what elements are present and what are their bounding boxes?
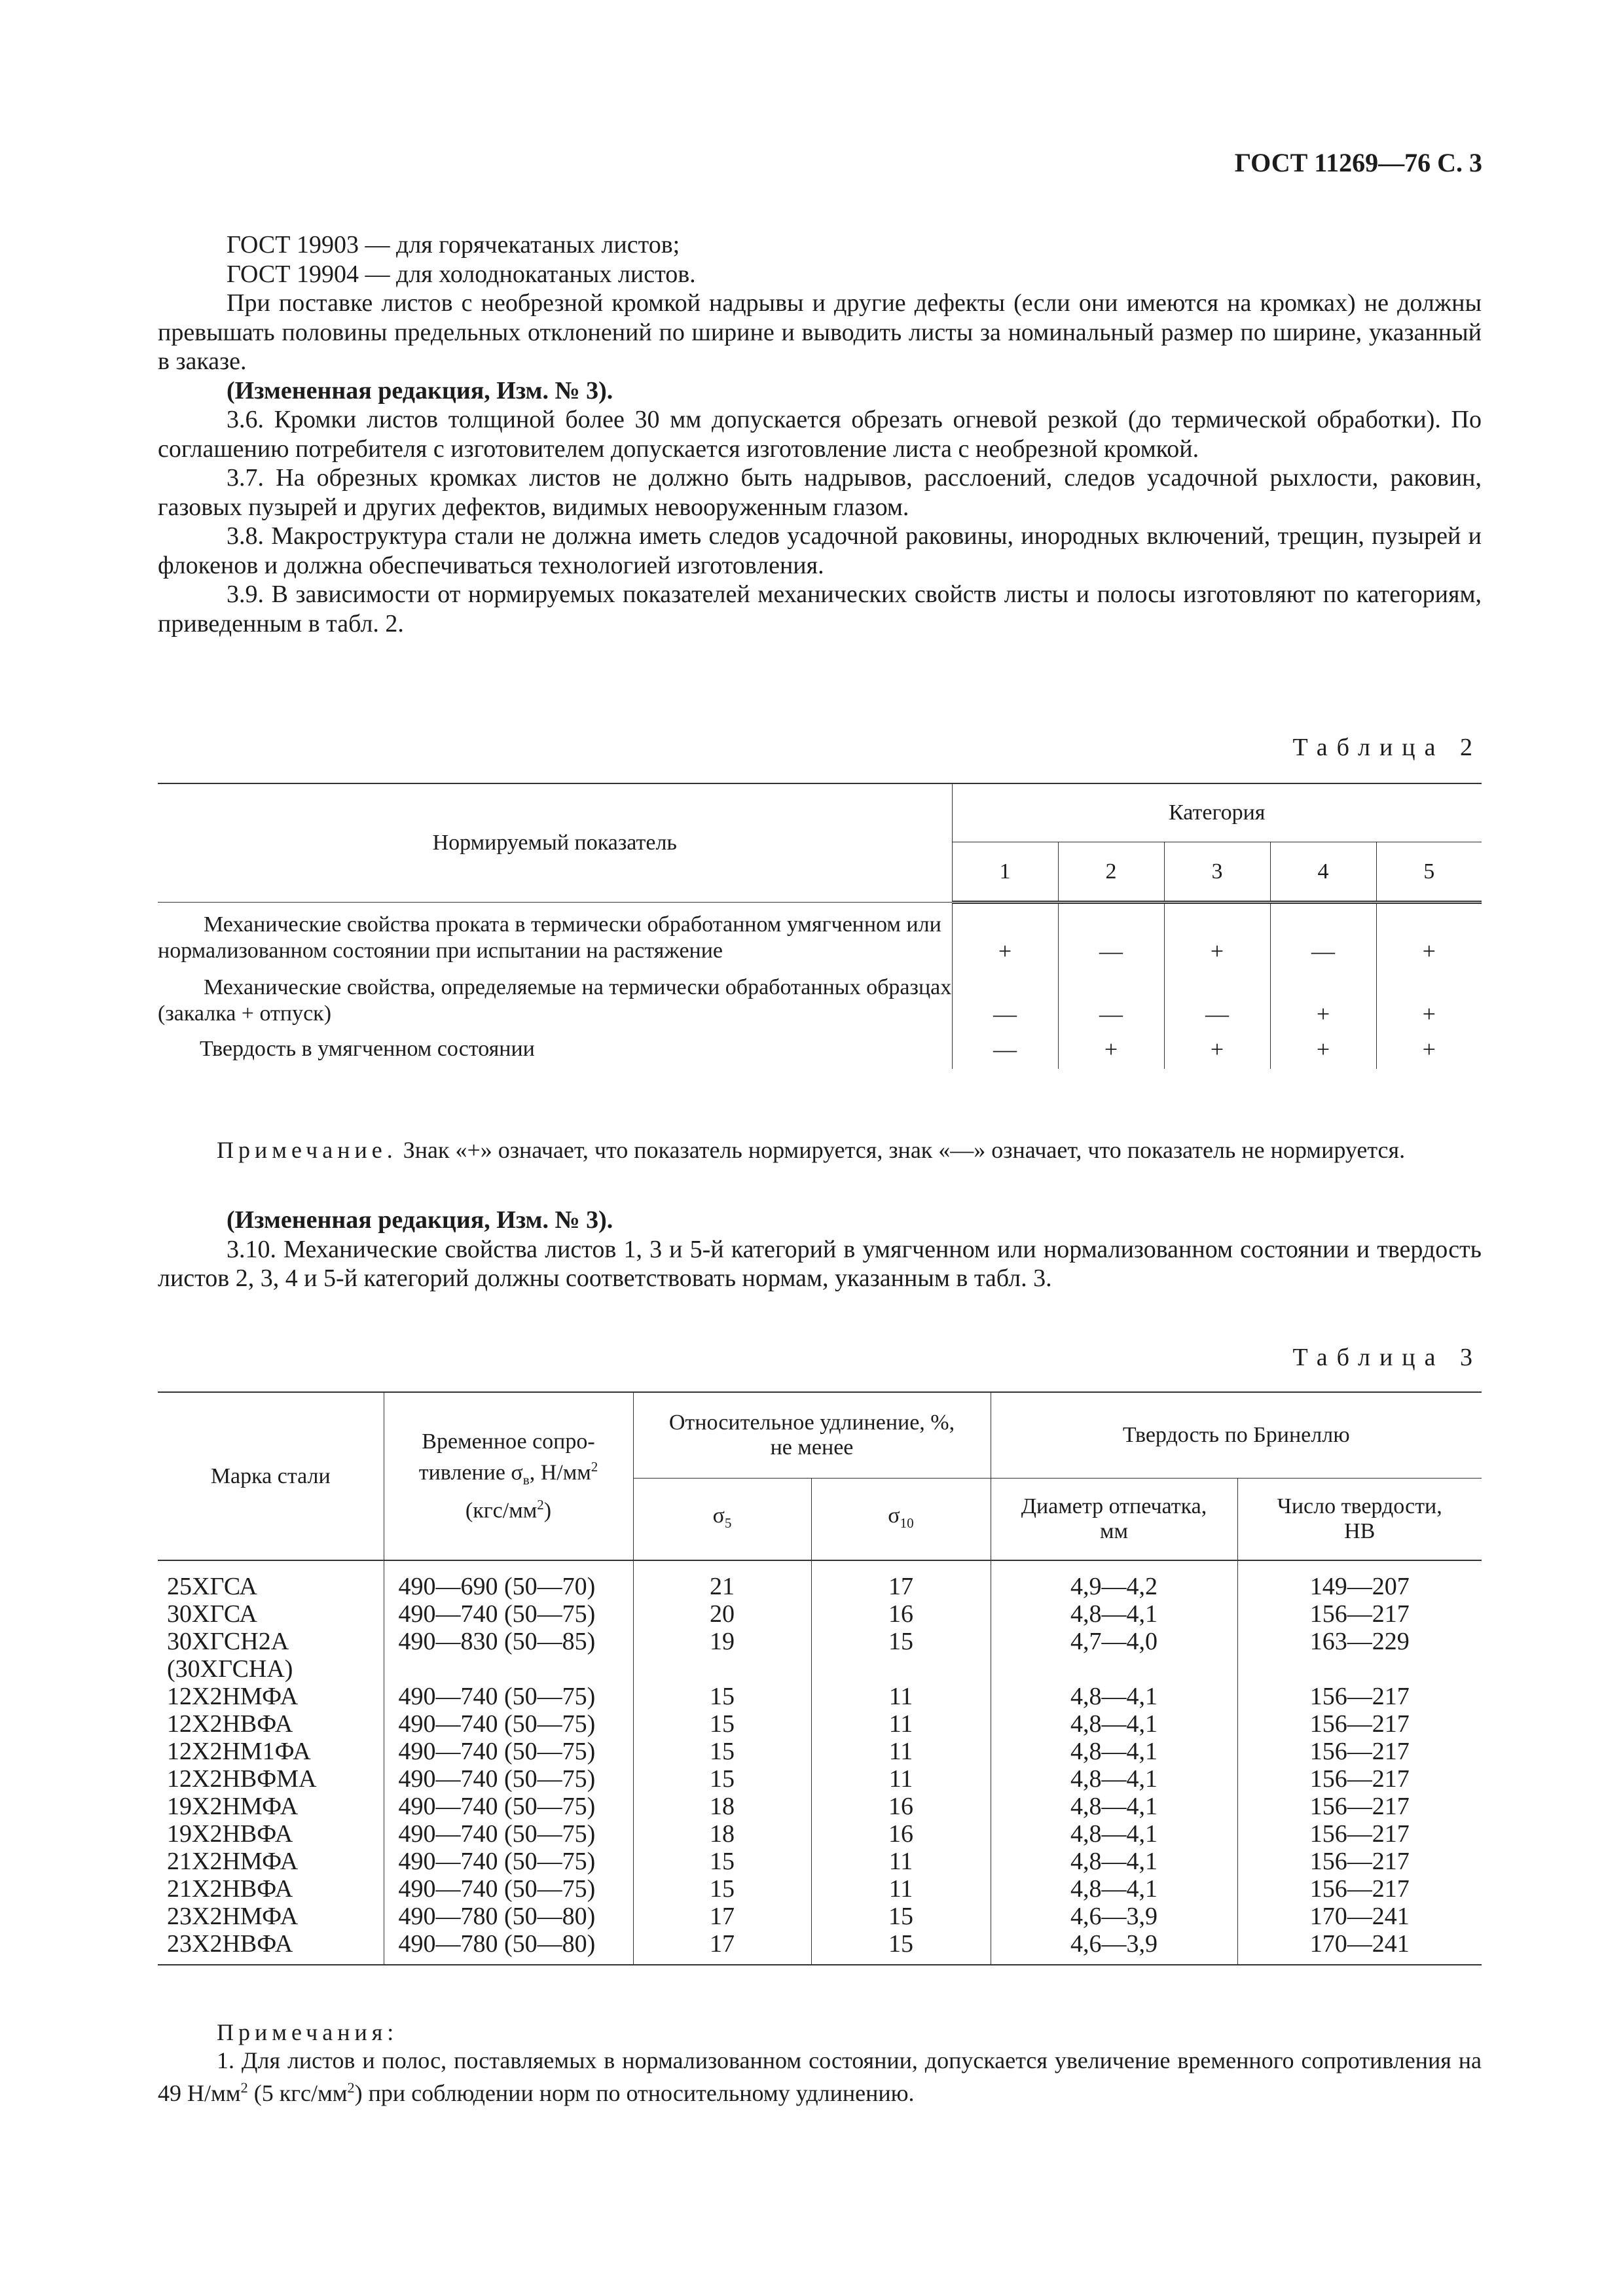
cell-hardness: 156—217 (1237, 1875, 1482, 1903)
col-header-category-2: 2 (1058, 842, 1164, 903)
cell-sigma10: 16 (811, 1600, 991, 1628)
cell-sigma5: 18 (633, 1820, 811, 1848)
notes-heading (158, 2018, 1482, 2046)
elongation-line2: не менее (770, 1435, 854, 1460)
cell-diameter: 4,8—4,1 (991, 1875, 1237, 1903)
cell-sigma5: 20 (633, 1600, 811, 1628)
clause-3-8: 3.8. Макроструктура стали не должна иметь следов усадочной раковины, инородных включений, трещин, пузырей и флокенов и должна обеспечиваться технологией изготовления. (158, 522, 1482, 579)
col-header-hardness-number (1237, 1479, 1482, 1561)
cell-strength: 490—740 (50—75) (384, 1848, 633, 1875)
cell-diameter: 4,6—3,9 (991, 1903, 1237, 1930)
note-1-sup-1: 2 (240, 2079, 248, 2096)
strength-unit-sup: 2 (591, 1458, 598, 1475)
cell-diameter: 4,8—4,1 (991, 1738, 1237, 1765)
cell: — (1270, 903, 1376, 965)
cell-grade: 30ХГСА (167, 1600, 257, 1628)
clause-3-6: 3.6. Кромки листов толщиной более 30 мм допускается обрезать огневой резкой (до термической обработки). По соглашению потребителя с изготовителем допускается изготовление листа с необрезной кромкой. (158, 406, 1482, 463)
table-2-note (158, 1136, 1482, 1164)
notes-heading-text: Примечания: (217, 2019, 399, 2045)
body-text-top (158, 230, 1482, 638)
cell-sigma5: 15 (633, 1848, 811, 1875)
diameter-line1: Диаметр отпечатка, (1021, 1494, 1207, 1518)
cell-diameter: 4,8—4,1 (991, 1793, 1237, 1820)
cell-grade: 12Х2НВФМА (167, 1765, 317, 1793)
cell-sigma5: 17 (633, 1930, 811, 1965)
clause-3-9: 3.9. В зависимости от нормируемых показателей механических свойств листы и полосы изготовляют по категориям, приведенным в табл. 2. (158, 581, 1482, 637)
cell-strength: 490—740 (50—75) (384, 1738, 633, 1765)
table-row (158, 1600, 1482, 1628)
cell-hardness: 156—217 (1237, 1683, 1482, 1710)
cell-strength: 490—690 (50—70) (384, 1560, 633, 1600)
cell-sigma5: 17 (633, 1903, 811, 1930)
table-row (158, 1765, 1482, 1793)
cell-sigma10: 15 (811, 1930, 991, 1965)
note-label: Примечание. (217, 1137, 397, 1163)
clause-3-7: 3.7. На обрезных кромках листов не должно быть надрывов, расслоений, следов усадочной рыхлости, раковин, газовых пузырей и других дефектов, видимых невооруженным глазом. (158, 464, 1482, 521)
cell-strength: 490—740 (50—75) (384, 1600, 633, 1628)
table-row (158, 1903, 1482, 1930)
hb-line1: Число твердости, (1277, 1494, 1442, 1518)
cell-grade: 12Х2НМ1ФА (167, 1738, 311, 1765)
cell: — (1164, 964, 1270, 1027)
strength-line3-sup: 2 (537, 1496, 544, 1513)
cell-strength: 490—740 (50—75) (384, 1820, 633, 1848)
cell-diameter: 4,6—3,9 (991, 1930, 1237, 1965)
col-header-diameter (991, 1479, 1237, 1561)
note-1-sup-2: 2 (347, 2079, 355, 2096)
cell-sigma10: 11 (811, 1765, 991, 1793)
diameter-line2: мм (1099, 1519, 1129, 1543)
cell-sigma10: 11 (811, 1848, 991, 1875)
cell-sigma10: 11 (811, 1875, 991, 1903)
cell-hardness (1237, 1655, 1482, 1683)
cell-diameter: 4,8—4,1 (991, 1710, 1237, 1738)
col-header-category-4: 4 (1270, 842, 1376, 903)
gost-19903-line: ГОСТ 19903 — для горячекатаных листов; (227, 231, 680, 259)
cell-sigma10: 11 (811, 1683, 991, 1710)
cell-grade: 12Х2НМФА (167, 1683, 299, 1710)
cell: + (1058, 1027, 1164, 1069)
cell-hardness: 156—217 (1237, 1765, 1482, 1793)
col-header-sigma10 (811, 1479, 991, 1561)
cell-hardness: 156—217 (1237, 1793, 1482, 1820)
cell-strength: 490—740 (50—75) (384, 1875, 633, 1903)
col-header-strength (384, 1392, 633, 1560)
cell-grade: 19Х2НВФА (167, 1820, 293, 1848)
note-1 (158, 2047, 1482, 2107)
cell-hardness: 156—217 (1237, 1710, 1482, 1738)
cell: + (1376, 903, 1482, 965)
col-header-category-1: 1 (952, 842, 1058, 903)
cell-sigma10: 16 (811, 1793, 991, 1820)
cell-strength: 490—780 (50—80) (384, 1930, 633, 1965)
col-header-indicator: Нормируемый показатель (158, 783, 952, 903)
strength-line2: тивление σ (418, 1460, 523, 1485)
cell-hardness: 170—241 (1237, 1903, 1482, 1930)
cell: — (1058, 964, 1164, 1027)
cell: + (1270, 1027, 1376, 1069)
strength-line3: (кгс/мм (465, 1498, 538, 1523)
cell-grade: 23Х2НМФА (167, 1903, 299, 1930)
edit-note-1: (Измененная редакция, Изм. № 3). (227, 376, 613, 404)
cell-grade: 12Х2НВФА (167, 1710, 293, 1738)
edges-paragraph: При поставке листов с необрезной кромкой надрывы и другие дефекты (если они имеются на кромках) не должны превышать половины предельных отклонений по ширине и выводить листы за номинальный размер по ширине, указанный в заказе. (158, 289, 1482, 375)
cell-sigma10: 15 (811, 1903, 991, 1930)
col-header-grade: Марка стали (158, 1392, 384, 1560)
cell: + (1164, 1027, 1270, 1069)
cell-sigma5: 15 (633, 1765, 811, 1793)
note-1-part-c: ) при соблюдении норм по относительному удлинению. (354, 2080, 915, 2106)
cell: + (1376, 964, 1482, 1027)
clause-3-10: 3.10. Механические свойства листов 1, 3 и 5-й категорий в умягченном или нормализованном состоянии и твердость листов 2, 3, 4 и 5-й категорий должны соответствовать нормам, указанным в табл. 3. (158, 1235, 1482, 1292)
cell-hardness: 156—217 (1237, 1820, 1482, 1848)
table-row (158, 1820, 1482, 1848)
sigma5-symbol: σ (712, 1503, 725, 1528)
cell-sigma5 (633, 1655, 811, 1683)
table-2-title: Таблица 2 (1292, 734, 1482, 761)
cell-hardness: 163—229 (1237, 1628, 1482, 1655)
strength-line3-end: ) (543, 1498, 552, 1523)
cell-strength: 490—740 (50—75) (384, 1793, 633, 1820)
cell: + (1270, 964, 1376, 1027)
cell-diameter: 4,9—4,2 (991, 1560, 1237, 1600)
sigma10-symbol: σ (888, 1503, 900, 1528)
page-header: ГОСТ 11269—76 С. 3 (1234, 148, 1482, 177)
edit-note-2: (Измененная редакция, Изм. № 3). (227, 1206, 613, 1234)
col-header-category-5: 5 (1376, 842, 1482, 903)
sigma5-sub: 5 (724, 1515, 732, 1531)
cell-diameter: 4,8—4,1 (991, 1820, 1237, 1848)
cell-sigma5: 15 (633, 1683, 811, 1710)
note-text: Знак «+» означает, что показатель нормируется, знак «—» означает, что показатель не нормируется. (403, 1137, 1406, 1163)
table-3-title: Таблица 3 (1292, 1344, 1482, 1371)
cell-sigma10: 17 (811, 1560, 991, 1600)
cell-sigma5: 15 (633, 1710, 811, 1738)
cell-hardness: 156—217 (1237, 1848, 1482, 1875)
strength-line1: Временное сопро- (422, 1429, 595, 1454)
cell-strength: 490—740 (50—75) (384, 1765, 633, 1793)
table-row (158, 1683, 1482, 1710)
cell-strength (384, 1655, 633, 1683)
note-1-part-a: 1. Для листов и полос, поставляемых в нормализованном состоянии, допускается увеличение временного сопротивления на 49 Н/мм (158, 2047, 1482, 2106)
cell-hardness: 156—217 (1237, 1738, 1482, 1765)
cell: + (1376, 1027, 1482, 1069)
col-header-elongation (633, 1392, 991, 1479)
cell-diameter: 4,8—4,1 (991, 1600, 1237, 1628)
row-label: Твердость в умягченном состоянии (200, 1037, 535, 1061)
cell-strength: 490—780 (50—80) (384, 1903, 633, 1930)
table-row (158, 903, 1482, 965)
cell-sigma10: 11 (811, 1710, 991, 1738)
cell-grade: 25ХГСА (167, 1573, 257, 1600)
strength-unit: , Н/мм (529, 1460, 591, 1485)
row-label: Механические свойства проката в термически обработанном умягченном или нормализованном состоянии при испытании на растяжение (158, 912, 941, 963)
gost-19904-line: ГОСТ 19904 — для холоднокатаных листов. (227, 260, 696, 288)
table-row (158, 1027, 1482, 1069)
cell-grade: 21Х2НМФА (167, 1848, 299, 1875)
cell-diameter: 4,8—4,1 (991, 1683, 1237, 1710)
sigma10-sub: 10 (900, 1515, 914, 1531)
table-row (158, 964, 1482, 1027)
cell: + (1164, 903, 1270, 965)
strength-sub: в (522, 1471, 530, 1488)
cell-hardness: 156—217 (1237, 1600, 1482, 1628)
col-header-brinell: Твердость по Бринеллю (991, 1392, 1482, 1479)
table-row (158, 1560, 1482, 1600)
col-header-category-3: 3 (1164, 842, 1270, 903)
row-label: Механические свойства, определяемые на термически обработанных образцах (закалка + отпуск) (158, 975, 952, 1026)
col-header-sigma5 (633, 1479, 811, 1561)
cell-diameter: 4,8—4,1 (991, 1848, 1237, 1875)
cell-sigma10 (811, 1655, 991, 1683)
cell-sigma5: 15 (633, 1875, 811, 1903)
cell-grade: (30ХГСНА) (167, 1655, 293, 1683)
table-row (158, 1793, 1482, 1820)
cell-sigma10: 11 (811, 1738, 991, 1765)
cell-strength: 490—740 (50—75) (384, 1683, 633, 1710)
table-row (158, 1710, 1482, 1738)
table-row (158, 1655, 1482, 1683)
table-2 (158, 783, 1482, 1069)
note-1-part-b: (5 кгс/мм (247, 2080, 348, 2106)
table-row (158, 1628, 1482, 1655)
table-row (158, 1738, 1482, 1765)
table-row (158, 1875, 1482, 1903)
cell-grade: 30ХГСН2А (167, 1628, 289, 1655)
cell-sigma5: 18 (633, 1793, 811, 1820)
cell-sigma5: 21 (633, 1560, 811, 1600)
cell: — (952, 1027, 1058, 1069)
cell-diameter (991, 1655, 1237, 1683)
cell-hardness: 149—207 (1237, 1560, 1482, 1600)
table-row (158, 1930, 1482, 1965)
cell-sigma10: 16 (811, 1820, 991, 1848)
cell-sigma10: 15 (811, 1628, 991, 1655)
cell-diameter: 4,7—4,0 (991, 1628, 1237, 1655)
cell-grade: 23Х2НВФА (158, 1930, 384, 1965)
body-text-middle (158, 1206, 1482, 1293)
table-3 (158, 1391, 1482, 1965)
cell-strength: 490—740 (50—75) (384, 1710, 633, 1738)
cell-sigma5: 15 (633, 1738, 811, 1765)
hb-line2: НВ (1344, 1519, 1376, 1543)
table-row (158, 1848, 1482, 1875)
cell-strength: 490—830 (50—85) (384, 1628, 633, 1655)
cell: + (952, 903, 1058, 965)
cell-grade: 21Х2НВФА (167, 1875, 293, 1903)
cell-grade: 19Х2НМФА (167, 1793, 299, 1820)
cell-sigma5: 19 (633, 1628, 811, 1655)
cell-diameter: 4,8—4,1 (991, 1765, 1237, 1793)
cell-hardness: 170—241 (1237, 1930, 1482, 1965)
elongation-line1: Относительное удлинение, %, (668, 1410, 955, 1435)
cell: — (952, 964, 1058, 1027)
col-header-category: Категория (952, 783, 1482, 842)
cell: — (1058, 903, 1164, 965)
